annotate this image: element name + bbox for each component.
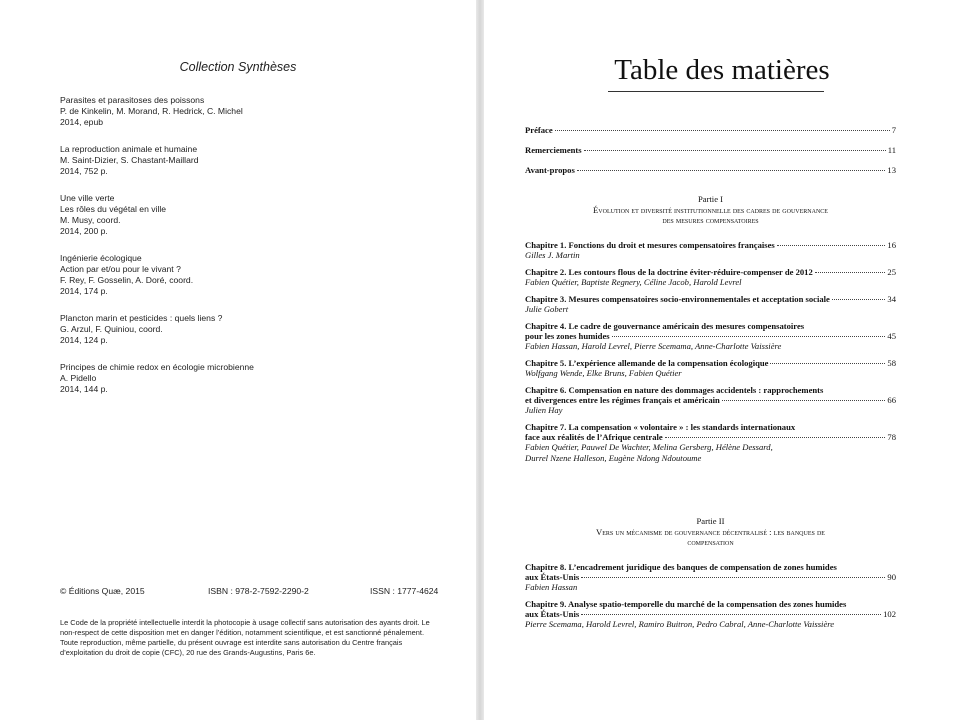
part2-title-line-2: compensation: [687, 537, 734, 547]
dot-leader: [777, 245, 886, 246]
chapter-page-number: 45: [887, 331, 896, 341]
book-gutter: [476, 0, 484, 720]
title-underline: [608, 91, 824, 92]
part1-title-line-2: des mesures compensatoires: [662, 215, 759, 225]
toc-title: Table des matières: [614, 54, 830, 86]
book-detail: Action par et/ou pour le vivant ?: [60, 264, 181, 274]
chapter-title-line: Chapitre 8. L’encadrement juridique des banques de compensation de zones humides: [525, 562, 837, 572]
part2-label: Partie II: [696, 516, 725, 526]
chapter-title-line: [525, 609, 896, 619]
chapter-authors: Fabien Quétier, Baptiste Regnery, Céline Jacob, Harold Levrel: [525, 277, 742, 287]
left-page: [0, 0, 476, 720]
chapter-page-number: 34: [887, 294, 896, 304]
book-detail: Les rôles du végétal en ville: [60, 204, 167, 214]
chapter-authors: Pierre Scemama, Harold Levrel, Ramiro Buitron, Pedro Cabral, Anne-Charlotte Vaissière: [525, 619, 835, 629]
legal-notice: Le Code de la propriété intellectuelle interdit la photocopie à usage collectif sans autorisation des ayants droit. Le non-respect de cette disposition met en danger l’édition, notamment scientifique, et est sanctionné pénalement. Toute reproduction, même partielle, du présent ouvrage est interdite sans autorisation du Centre français d’exploitation du droit de copie (CFC), 20 rue des Grands-Augustins, Paris 6e.: [60, 618, 430, 657]
chapter-page-number: 16: [887, 240, 896, 250]
dot-leader: [722, 400, 886, 401]
book-detail: 2014, epub: [60, 117, 104, 127]
part1-label: Partie I: [697, 194, 724, 204]
dot-leader: [815, 272, 886, 273]
part1-chapter-list: [525, 240, 896, 470]
chapter-title-line: Chapitre 6. Compensation en nature des dommages accidentels : rapprochements: [525, 385, 824, 395]
book-entry: [60, 144, 440, 177]
chapter-authors: Julien Hay: [525, 405, 563, 415]
book-entry: [60, 313, 440, 346]
chapter-entry: [525, 294, 896, 315]
dot-leader: [770, 363, 885, 364]
chapter-title-text: pour les zones humides: [525, 331, 610, 341]
chapter-title-line: [525, 358, 896, 368]
chapter-authors: Fabien Hassan, Harold Levrel, Pierre Scemama, Anne-Charlotte Vaissière: [525, 341, 782, 351]
toc-entry-page: 7: [891, 125, 896, 135]
dot-leader: [612, 336, 886, 337]
book-detail: P. de Kinkelin, M. Morand, R. Hedrick, C. Michel: [60, 106, 243, 116]
chapter-title-text: aux États-Unis: [525, 572, 580, 582]
book-title: La reproduction animale et humaine: [60, 144, 198, 154]
chapter-title-line: [525, 294, 896, 304]
toc-entry-page: 11: [887, 145, 896, 155]
book-detail: 2014, 144 p.: [60, 384, 108, 394]
dot-leader: [555, 130, 890, 131]
book-detail: 2014, 752 p.: [60, 166, 108, 176]
chapter-title-line: Chapitre 4. Le cadre de gouvernance américain des mesures compensatoires: [525, 321, 805, 331]
chapter-authors: Wolfgang Wende, Elke Bruns, Fabien Quétier: [525, 368, 682, 378]
book-detail: M. Saint-Dizier, S. Chastant-Maillard: [60, 155, 199, 165]
chapter-title-line: [525, 572, 896, 582]
chapter-page-number: 58: [887, 358, 896, 368]
chapter-entry: [525, 599, 896, 630]
book-entry: [60, 362, 440, 395]
chapter-page-number: 25: [887, 267, 896, 277]
part1-heading: [525, 194, 896, 226]
book-entry: [60, 193, 440, 237]
chapter-page-number: 66: [887, 395, 896, 405]
book-detail: 2014, 124 p.: [60, 335, 108, 345]
chapter-authors: Fabien Hassan: [525, 582, 578, 592]
right-page: [484, 0, 960, 720]
chapter-title-line: [525, 267, 896, 277]
chapter-authors: Durrel Nzene Halleson, Eugène Ndong Ndoutoume: [525, 453, 702, 463]
chapter-title-text: aux États-Unis: [525, 609, 580, 619]
chapter-authors: Julie Gobert: [525, 304, 569, 314]
collection-title: Collection Synthèses: [179, 60, 297, 74]
toc-entry-pr-face: [525, 125, 896, 145]
book-entry: [60, 95, 440, 128]
book-title: Une ville verte: [60, 193, 115, 203]
chapter-title-text: face aux réalités de l’Afrique centrale: [525, 432, 663, 442]
chapter-title-line: [525, 395, 896, 405]
chapter-entry: [525, 321, 896, 352]
chapter-title-text: Chapitre 1. Fonctions du droit et mesures compensatoires françaises: [525, 240, 775, 250]
dot-leader: [577, 170, 886, 171]
chapter-entry: [525, 240, 896, 261]
isbn: ISBN : 978-2-7592-2290-2: [208, 586, 309, 596]
book-entry: [60, 253, 440, 297]
book-title: Principes de chimie redox en écologie microbienne: [60, 362, 254, 372]
chapter-title-line: [525, 331, 896, 341]
chapter-page-number: 90: [887, 572, 896, 582]
chapter-title-line: [525, 432, 896, 442]
chapter-entry: [525, 562, 896, 593]
chapter-title-text: et divergences entre les régimes français et américain: [525, 395, 720, 405]
chapter-entry: [525, 385, 896, 416]
chapter-page-number: 102: [883, 609, 896, 619]
toc-entry-remerciements: [525, 145, 896, 165]
book-detail: A. Pidello: [60, 373, 97, 383]
part2-title-line-1: Vers un mécanisme de gouvernance décentralisé : les banques de: [596, 526, 825, 537]
book-title: Ingénierie écologique: [60, 253, 142, 263]
dot-leader: [584, 150, 886, 151]
book-title: Plancton marin et pesticides : quels liens ?: [60, 313, 223, 323]
book-detail: G. Arzul, F. Quiniou, coord.: [60, 324, 163, 334]
book-list: [60, 95, 440, 411]
issn: ISSN : 1777-4624: [370, 586, 439, 596]
chapter-authors: Fabien Quétier, Pauwel De Wachter, Melina Gersberg, Hélène Dessard,: [525, 442, 773, 452]
chapter-title-text: Chapitre 5. L’expérience allemande de la compensation écologique: [525, 358, 769, 368]
publisher-copyright: © Éditions Quæ, 2015: [60, 586, 145, 596]
chapter-page-number: 78: [887, 432, 896, 442]
chapter-title-line: Chapitre 7. La compensation « volontaire » : les standards internationaux: [525, 422, 796, 432]
chapter-entry: [525, 422, 896, 464]
book-title: Parasites et parasitoses des poissons: [60, 95, 205, 105]
toc-entry-avant-propos: [525, 165, 896, 185]
book-detail: F. Rey, F. Gosselin, A. Doré, coord.: [60, 275, 194, 285]
front-matter-list: [525, 125, 896, 185]
chapter-entry: [525, 358, 896, 379]
toc-entry-label: Préface: [525, 125, 553, 135]
part2-chapter-list: [525, 562, 896, 636]
dot-leader: [581, 577, 885, 578]
book-detail: 2014, 174 p.: [60, 286, 108, 296]
dot-leader: [581, 614, 881, 615]
dot-leader: [832, 299, 886, 300]
part2-heading: [525, 516, 896, 548]
chapter-title-line: [525, 240, 896, 250]
dot-leader: [665, 437, 886, 438]
book-detail: 2014, 200 p.: [60, 226, 108, 236]
chapter-title-text: Chapitre 2. Les contours flous de la doctrine éviter-réduire-compenser de 2012: [525, 267, 813, 277]
chapter-title-text: Chapitre 3. Mesures compensatoires socio-environnementales et acceptation sociale: [525, 294, 830, 304]
toc-entry-label: Avant-propos: [525, 165, 575, 175]
book-detail: M. Musy, coord.: [60, 215, 121, 225]
toc-entry-page: 13: [887, 165, 896, 175]
chapter-authors: Gilles J. Martin: [525, 250, 580, 260]
chapter-title-line: Chapitre 9. Analyse spatio-temporelle du marché de la compensation des zones humides: [525, 599, 847, 609]
part1-title-line-1: Évolution et diversité institutionnelle des cadres de gouvernance: [593, 204, 828, 215]
toc-entry-label: Remerciements: [525, 145, 582, 155]
chapter-entry: [525, 267, 896, 288]
